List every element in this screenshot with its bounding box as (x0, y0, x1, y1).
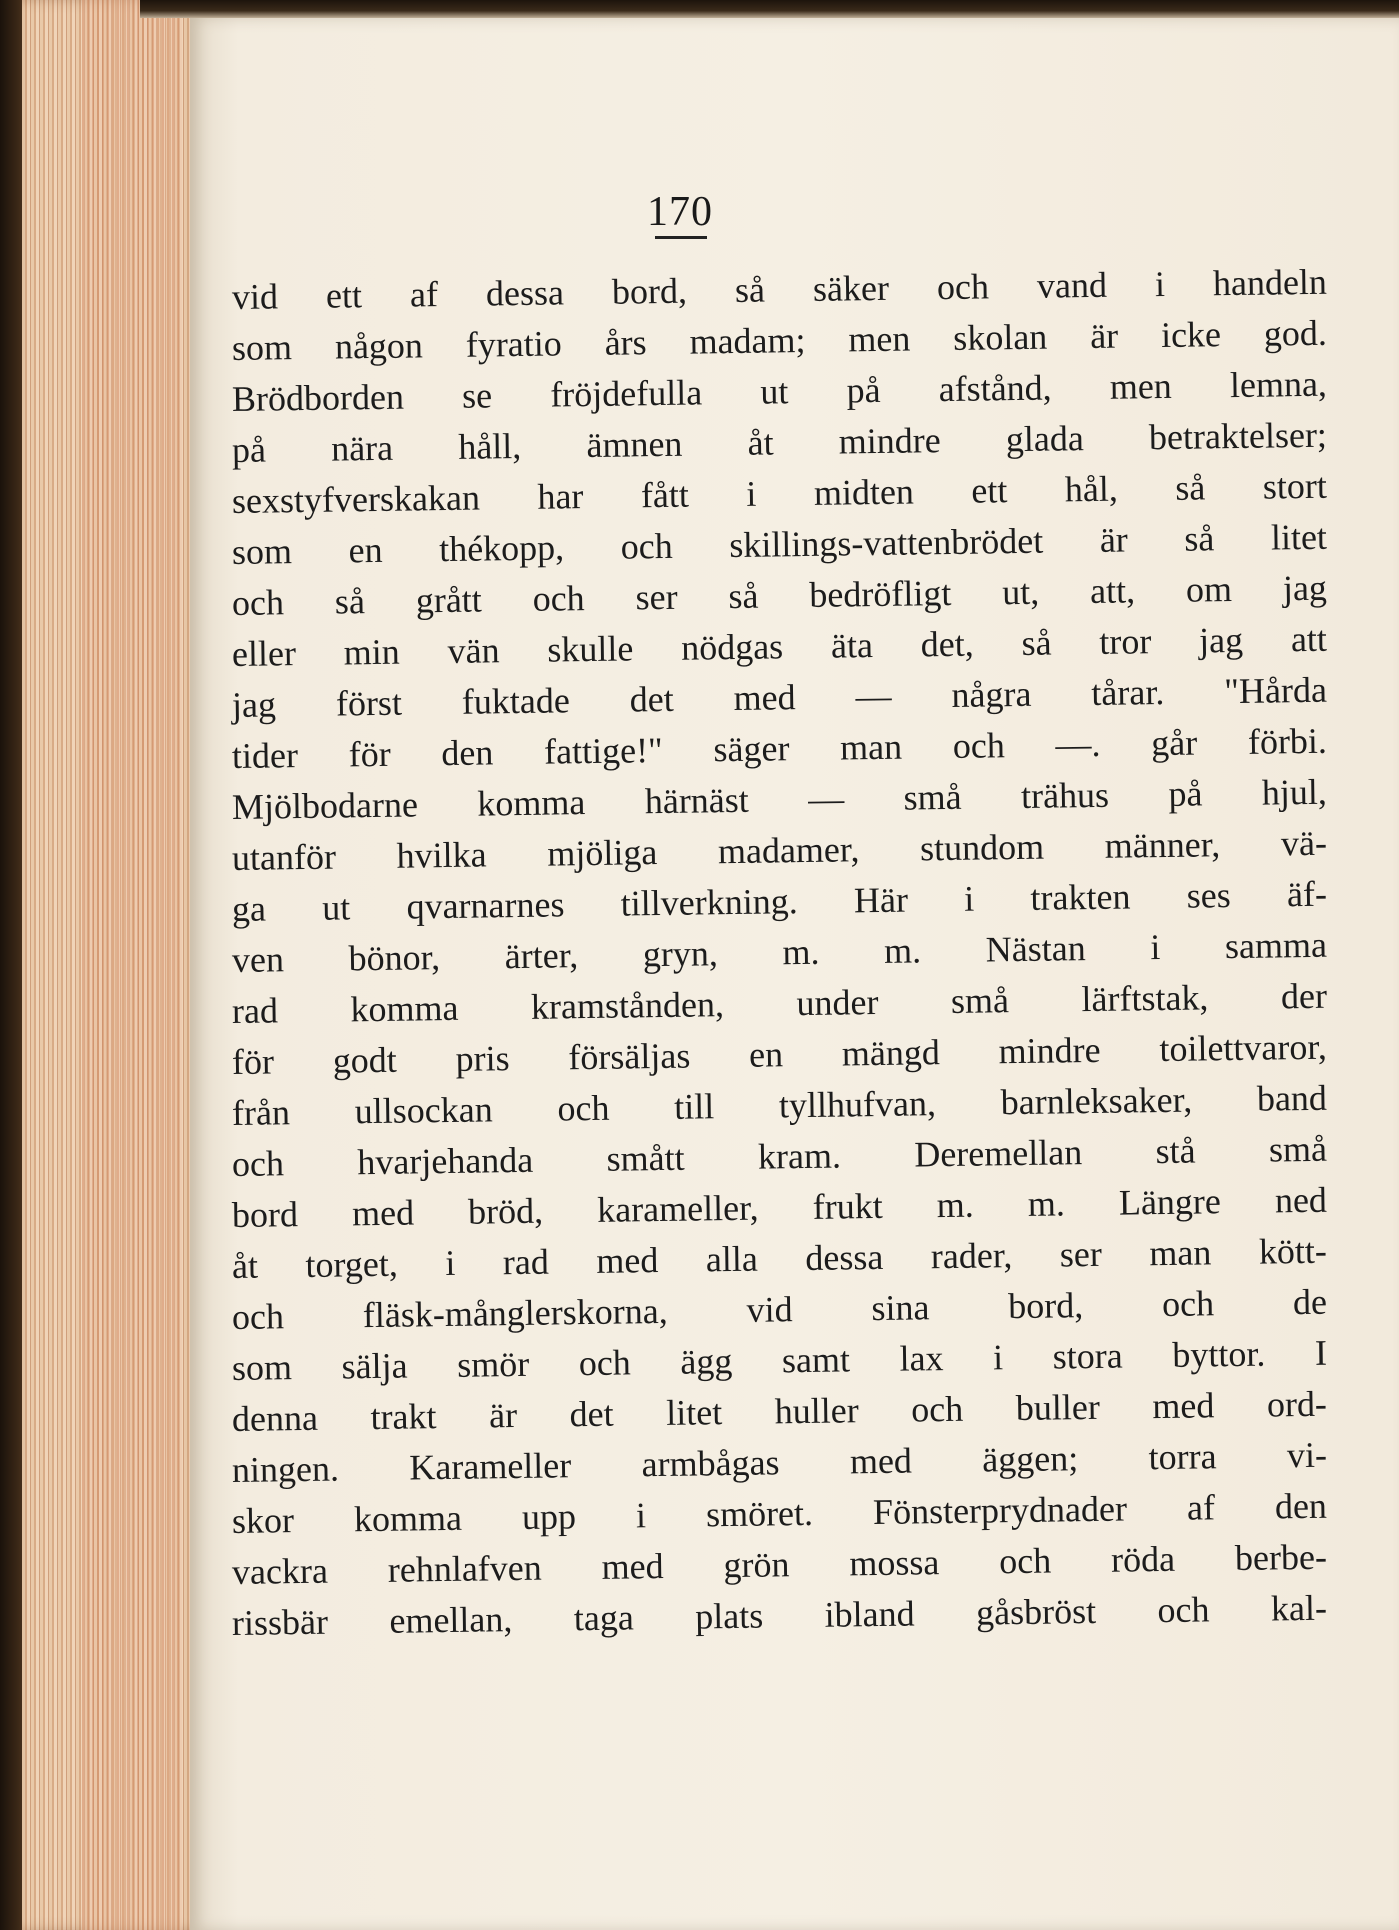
text-line-content: vackra rehnlafven med grön mossa och röda berbe- (231, 1536, 1328, 1592)
text-line-content: ningen. Karameller armbågas med äggen; torra vi- (231, 1434, 1328, 1490)
text-line-content: rad komma kramstånden, under små lärftstak, der (231, 975, 1328, 1031)
text-line-content: Mjölbodarne komma härnäst — små trähus på hjul, (231, 771, 1328, 827)
text-line-content: tider för den fattige!" säger man och —. går förbi. (231, 720, 1328, 776)
text-line-content: jag först fuktade det med — några tårar. "Hårda (231, 669, 1328, 725)
text-line-content: Brödborden se fröjdefulla ut på afstånd, men lemna, (231, 363, 1328, 419)
page-number-rule (655, 236, 707, 239)
text-line-content: åt torget, i rad med alla dessa rader, ser man kött- (231, 1230, 1328, 1286)
text-line-content: och så grått och ser så bedröfligt ut, att, om jag (231, 567, 1328, 623)
text-line-content: utanför hvilka mjöliga madamer, stundom männer, vä- (231, 822, 1328, 878)
page-edges-band (82, 0, 182, 1930)
text-line-content: sexstyfverskakan har fått i midten ett hål, så stort (231, 465, 1328, 521)
text-line-content: som en thékopp, och skillings-vattenbrödet är så litet (231, 516, 1328, 572)
text-line-content: och fläsk-månglerskorna, vid sina bord, och de (231, 1281, 1328, 1337)
text-line-content: ga ut qvarnarnes tillverkning. Här i trakten ses äf- (231, 873, 1328, 929)
text-line-content: rissbär emellan, taga plats ibland gåsbröst och kal- (231, 1587, 1328, 1643)
text-line-content: skor komma upp i smöret. Fönsterprydnader af den (231, 1485, 1328, 1541)
top-binding-shadow (140, 0, 1399, 18)
text-line-content: eller min vän skulle nödgas äta det, så tror jag att (231, 618, 1328, 674)
text-line-content: som någon fyratio års madam; men skolan är icke god. (231, 312, 1328, 368)
page-number: 170 (647, 189, 713, 235)
text-line-content: och hvarjehanda smått kram. Deremellan stå små (231, 1128, 1328, 1184)
text-line-content: från ullsockan och till tyllhufvan, barnleksaker, band (231, 1077, 1328, 1133)
page-edges (22, 0, 202, 1930)
text-line-content: bord med bröd, karameller, frukt m. m. Längre ned (231, 1179, 1328, 1235)
text-line-content: som sälja smör och ägg samt lax i stora byttor. I (231, 1332, 1328, 1388)
text-line-content: ven bönor, ärter, gryn, m. m. Nästan i samma (231, 924, 1328, 980)
text-line-content: på nära håll, ämnen åt mindre glada betraktelser; (231, 414, 1328, 470)
text-line-content: för godt pris försäljas en mängd mindre toilettvaror, (231, 1026, 1328, 1082)
text-line-content: denna trakt är det litet huller och buller med ord- (231, 1383, 1328, 1439)
text-line-content: vid ett af dessa bord, så säker och vand i handeln (231, 261, 1328, 317)
